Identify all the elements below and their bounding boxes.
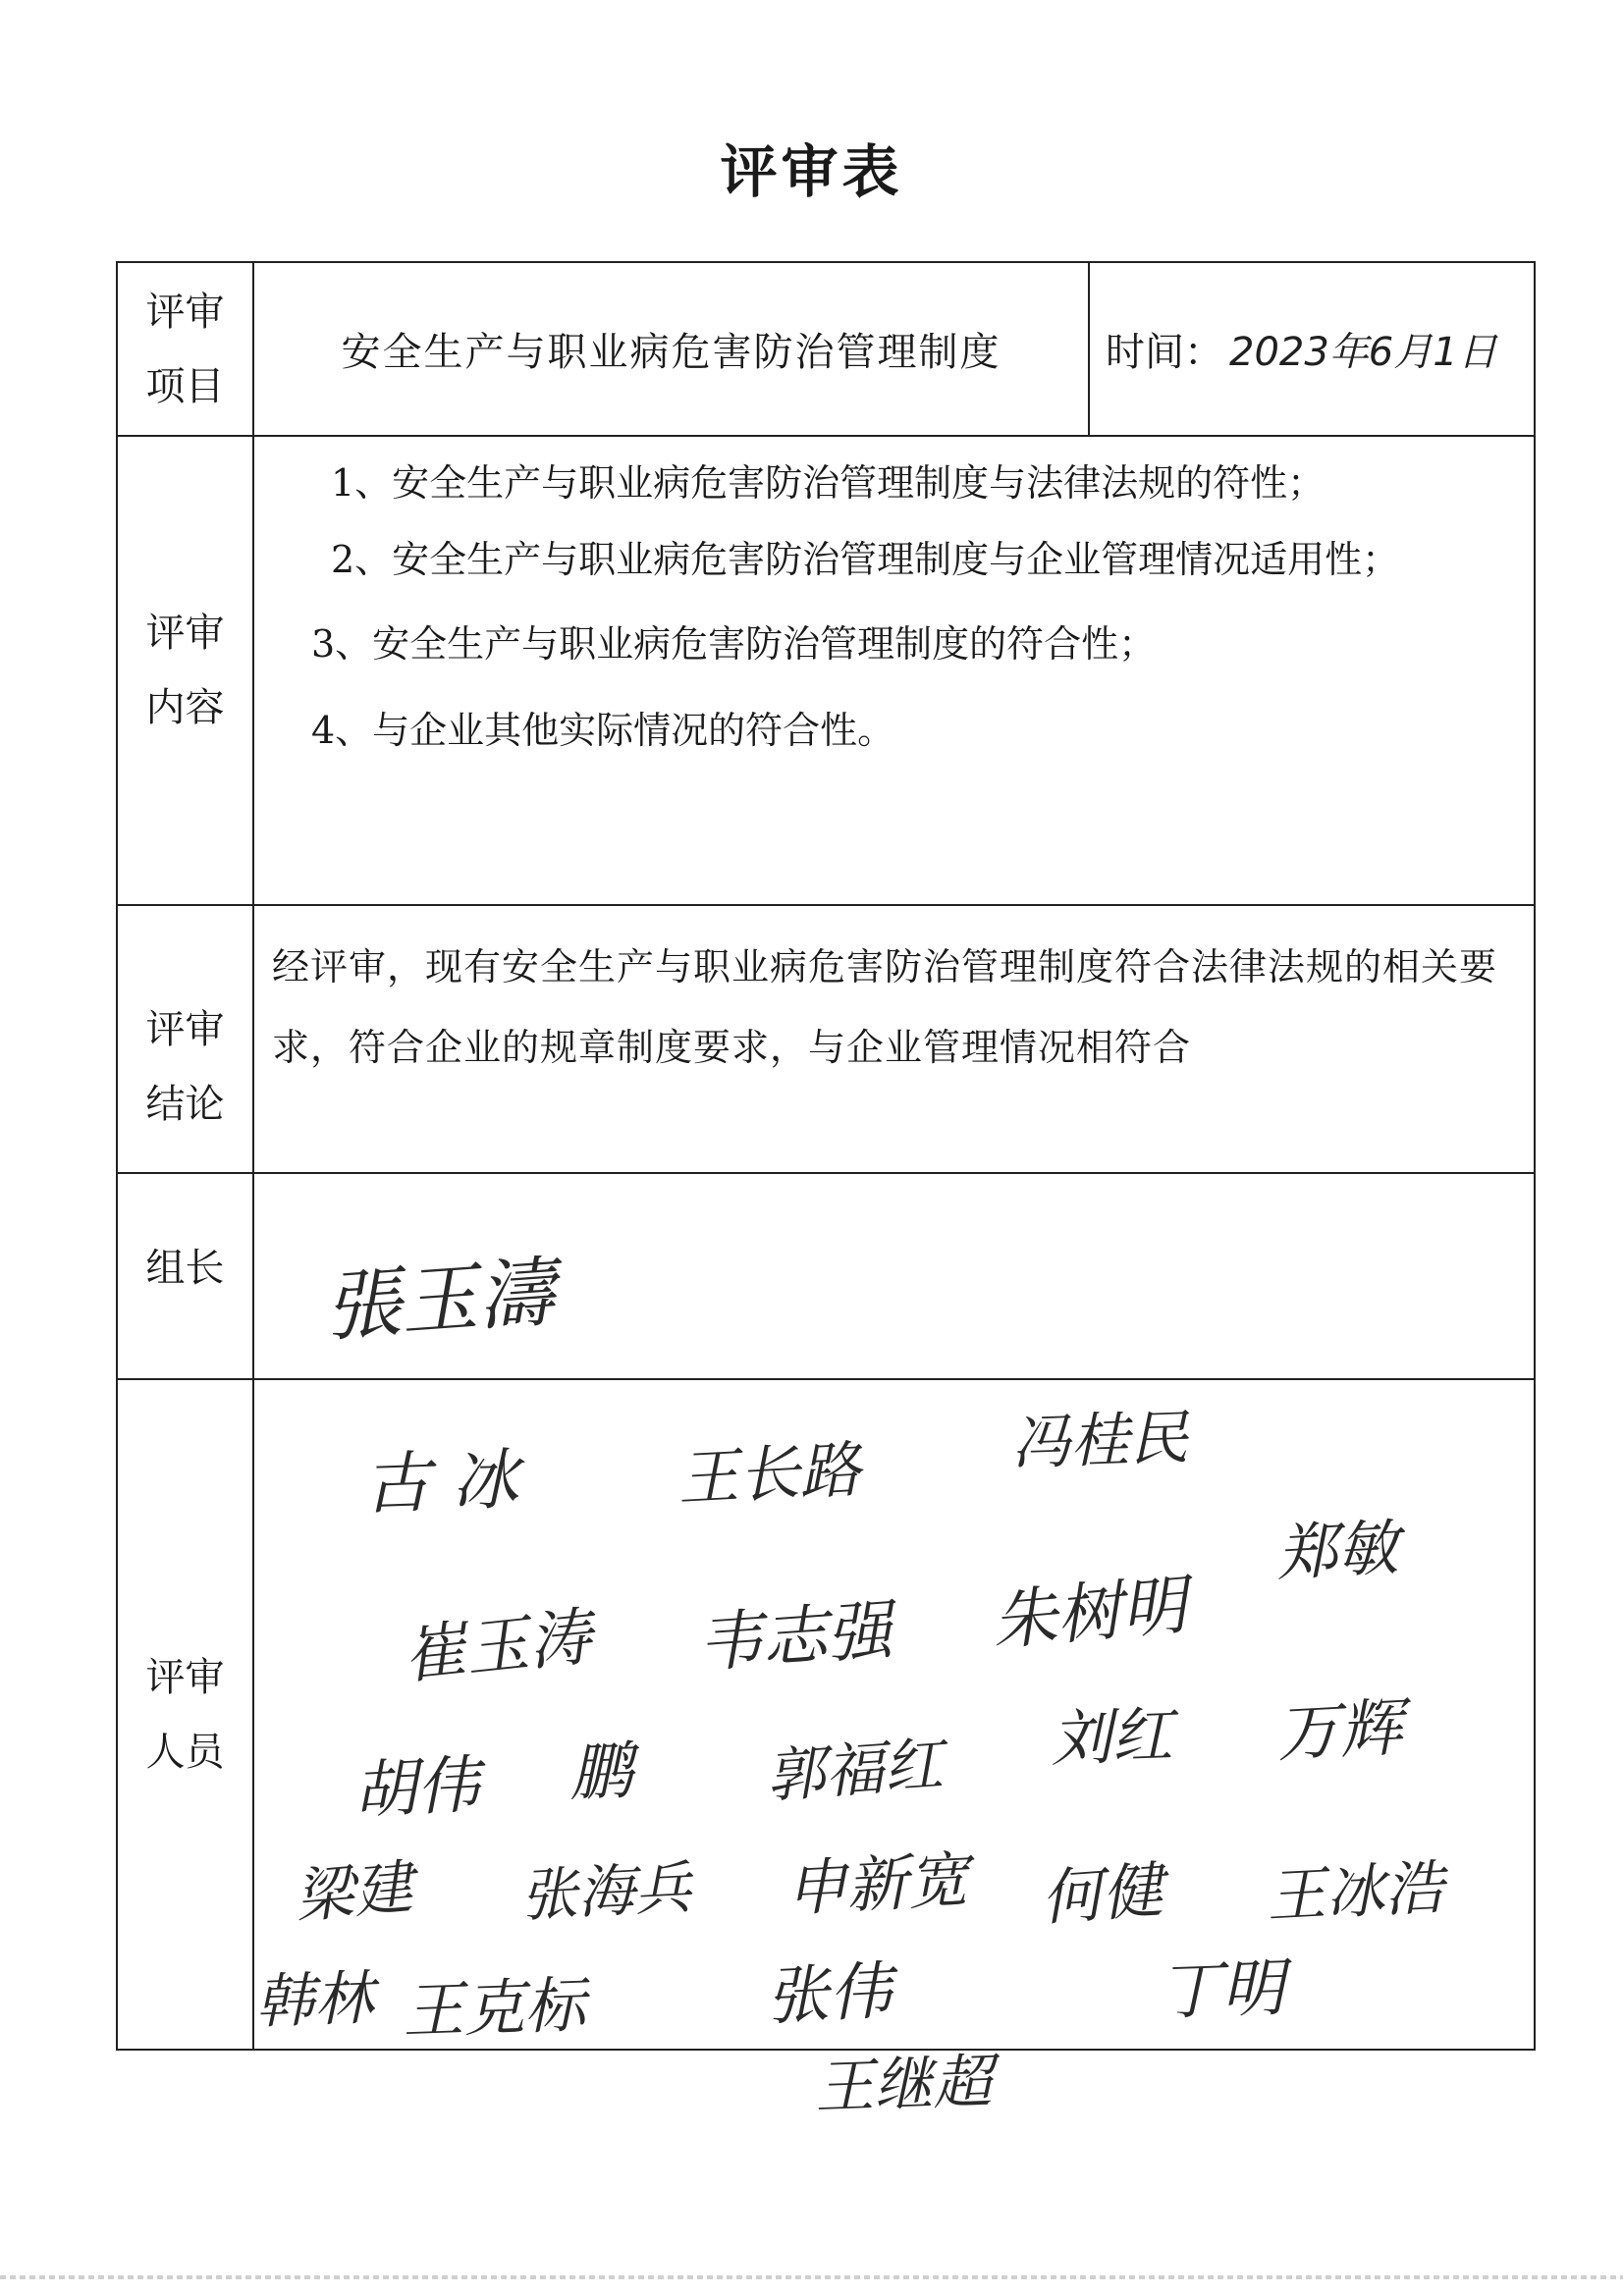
conclusion-text: 经评审，现有安全生产与职业病危害防治管理制度符合法律法规的相关要求，符合企业的规章制度要求，与企业管理情况相符合 [272, 945, 1498, 1069]
time-value: 2023年6月1日 [1229, 330, 1497, 375]
header-content [118, 437, 254, 904]
reviewer-signature: 胡伟 [352, 1748, 482, 1829]
header-content-line2: 内容 [145, 685, 225, 730]
reviewer-signature: 韩林 [253, 1963, 375, 2038]
reviewer-signature: 郑敏 [1274, 1511, 1401, 1590]
header-project-line2: 项目 [145, 363, 225, 409]
header-reviewers-line1: 评审 [145, 1654, 225, 1700]
time-field [1090, 263, 1534, 435]
content-list [254, 437, 1534, 904]
header-project-line1: 评审 [145, 289, 225, 335]
reviewer-signature: 古 冰 [361, 1441, 520, 1524]
row-project [118, 263, 1534, 435]
reviewer-signature: 梁建 [292, 1852, 416, 1933]
reviewer-signature: 万辉 [1274, 1691, 1405, 1772]
content-item-1: 1、安全生产与职业病危害防治管理制度与法律法规的符性； [331, 461, 1325, 505]
reviewer-signature: 何健 [1038, 1853, 1165, 1935]
reviewer-signature: 张海兵 [518, 1853, 693, 1930]
reviewer-signature: 丁明 [1157, 1951, 1286, 2030]
reviewer-signature: 韦志强 [694, 1592, 894, 1682]
leader-signature: 張玉濤 [321, 1248, 558, 1354]
header-reviewers-line2: 人员 [145, 1729, 225, 1775]
scan-artifact [0, 2275, 1623, 2279]
header-reviewers [118, 1380, 254, 2049]
row-conclusion [118, 904, 1534, 1172]
time-label: 时间： [1106, 330, 1223, 375]
reviewer-signature: 崔玉涛 [400, 1601, 595, 1693]
header-leader-label: 组长 [145, 1246, 225, 1291]
header-leader [118, 1174, 254, 1378]
reviewer-signature: 朱树明 [989, 1567, 1190, 1660]
project-name: 安全生产与职业病危害防治管理制度 [254, 263, 1090, 435]
header-project [118, 263, 254, 435]
reviewer-signature: 张伟 [764, 1954, 894, 2035]
content-item-2: 2、安全生产与职业病危害防治管理制度与企业管理情况适用性； [331, 538, 1400, 582]
reviewer-signature: 王克标 [401, 1968, 587, 2048]
reviewer-signature: 鹏 [568, 1735, 634, 1811]
page-title: 评审表 [720, 138, 903, 205]
reviewer-signature: 冯桂民 [1010, 1403, 1190, 1479]
reviewer-signature: 刘红 [1049, 1698, 1174, 1776]
content-item-4: 4、与企业其他实际情况的符合性。 [311, 709, 895, 753]
project-cell [254, 263, 1534, 435]
reviewer-signature: 郭福红 [764, 1730, 946, 1812]
header-content-line1: 评审 [145, 611, 225, 656]
header-conclusion [118, 906, 254, 1172]
reviewer-signature: 王冰浩 [1265, 1853, 1445, 1932]
content-item-3: 3、安全生产与职业病危害防治管理制度的符合性； [311, 622, 1157, 667]
header-conclusion-line2: 结论 [145, 1082, 225, 1127]
reviewer-signature: 申新宽 [784, 1843, 971, 1925]
reviewer-signature: 王继超 [814, 2047, 994, 2123]
header-conclusion-line1: 评审 [145, 1007, 225, 1052]
row-content [118, 435, 1534, 904]
reviewer-signature: 王长路 [676, 1433, 863, 1515]
